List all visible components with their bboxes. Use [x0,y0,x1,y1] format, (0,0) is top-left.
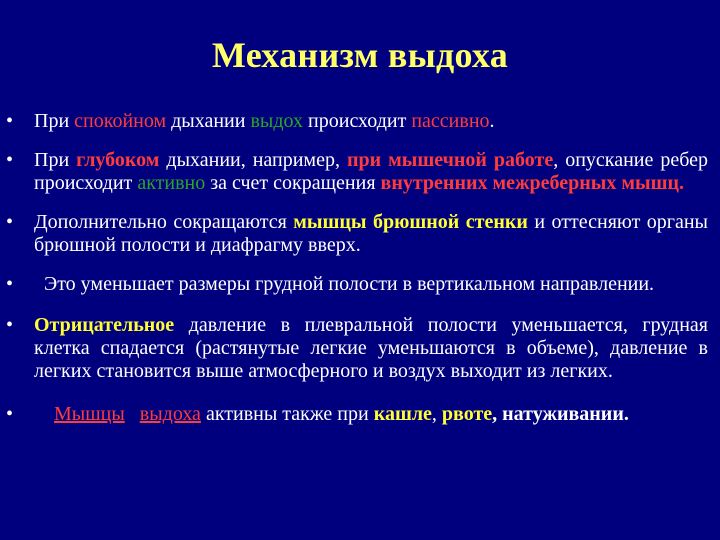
text-fragment: и оттесняют органы брюшной полости и диафрагму вверх. [34,211,708,256]
bullet-list [6,110,708,426]
highlight-cough: кашле [373,403,432,425]
text-fragment: При [34,149,77,171]
highlight-calm: спокойном [74,110,167,132]
text-fragment: Дополнительно сокращаются [34,211,294,233]
highlight-vomit: рвоте [441,403,493,425]
bullet-marker: • [6,211,14,233]
highlight-intercostal: внутренних межреберных мышц. [380,172,685,194]
text-fragment-straining: , натуживании. [492,403,629,425]
text-fragment: давление в плевральной полости уменьшается, грудная клетка спадается (растянутые легкие уменьшаются в объеме), давление в легких становится выше атмосферного и воздух выходит из легких. [34,314,708,382]
text-fragment: дыхании [166,110,251,132]
highlight-muscle-work: при мышечной работе [346,149,554,171]
text-fragment: Это уменьшает размеры грудной полости в вертикальном направлении. [34,273,655,295]
text-fragment: происходит [303,110,412,132]
highlight-abdominal-muscles: мышцы брюшной стенки [293,211,528,233]
text-fragment: При [34,110,75,132]
highlight-muscles: Мышцы [54,403,125,425]
bullet-marker: • [6,314,14,336]
text-fragment: , опускание ребер происходит [34,149,709,194]
bullet-item-abdominal [6,211,708,257]
text-fragment: активны также при [200,403,374,425]
bullet-item-pleural-pressure [6,314,708,383]
bullet-marker: • [6,273,14,295]
highlight-exhale-muscles: выдоха [139,403,201,425]
highlight-exhale: выдох [250,110,304,132]
text-fragment: , [431,403,442,425]
text-fragment: за счет сокращения [205,172,381,194]
highlight-negative: Отрицательное [34,314,175,336]
bullet-item-cough [6,403,708,426]
bullet-item-passive-exhale [6,110,708,133]
bullet-marker: • [6,110,14,132]
highlight-passive: пассивно [411,110,490,132]
bullet-item-deep-breathing [6,149,708,195]
bullet-item-vertical-size [6,273,708,296]
bullet-marker: • [6,149,14,171]
highlight-deep: глубоком [76,149,160,171]
bullet-marker: • [6,403,14,425]
text-fragment: . [489,110,495,132]
slide-title: Механизм выдоха [211,35,509,75]
highlight-active: активно [137,172,206,194]
text-fragment: дыхании, например, [159,149,347,171]
